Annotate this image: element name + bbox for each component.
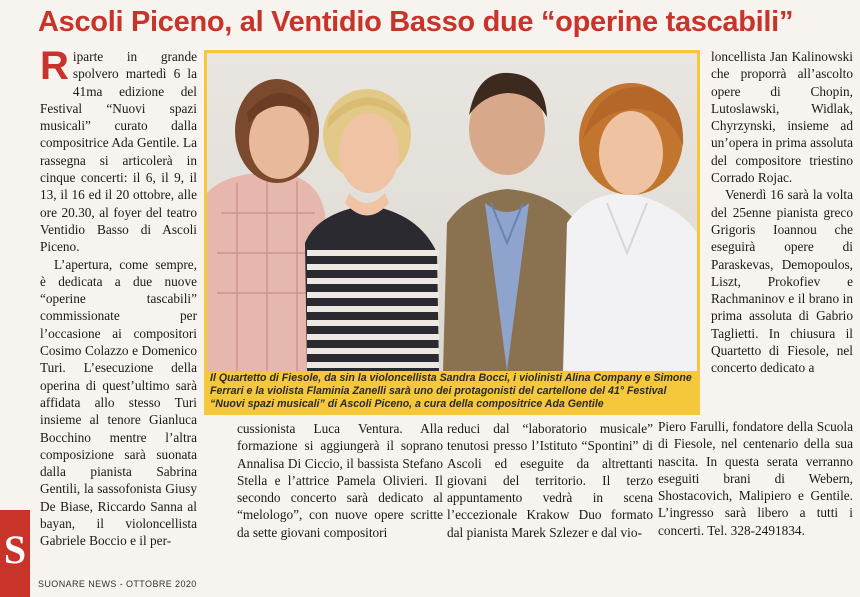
person-3	[443, 73, 585, 371]
column-4-continued-paragraph: Piero Farulli, fondatore della Scuola di Fiesole, nel centenario della sua nascita. In questa serata verranno eseguiti brani di Webern, Shostacovich, Malipiero e Gentile. L’ingresso sarà libero a tutti i concerti. Tel. 328-2491834.	[658, 419, 853, 538]
column-1-paragraph-2: L’apertura, come sempre, è dedicata a due nuove “operine tascabili” commissionate per l’occasione ai compositori Cosimo Colazzo e Domenico Turi. L’esecuzione della operina di quest’ultimo sarà affidata allo stesso Turi insieme al tenore Gianluca Bocchino mentre l’altra composizione sarà suonata dalla pianista Sabrina Gentili, la sassofonista Giusy De Biase, Riccardo Sanna al bayan, il violoncellista Gabriele Boccio e il per-	[40, 256, 197, 549]
section-tab: S	[0, 510, 30, 597]
quartet-photo-illustration	[207, 53, 697, 371]
quartet-photo	[207, 53, 697, 371]
column-1-paragraph-1: iparte in grande spolvero martedì 6 la 41ma edizione del Festival “Nuovi spazi musicali” curato dalla compositrice Ada Gentile. La rassegna si articolerà in cinque concerti: il 6, il 9, il 13, il 16 ed il 20 ottobre, alle ore 20.30, al foyer del teatro Ventidio Basso di Ascoli Piceno.	[40, 49, 197, 255]
column-4-paragraph-2: Venerdì 16 sarà la volta del 25enne pianista greco Grigoris Ioannou che eseguirà opere di Paraskevas, Demopoulos, Liszt, Prokofiev e Rachmaninov e il brano in prima assoluta di Gabrio Taglietti. In chiusura il Quartetto di Fiesole, nel concerto dedicato a	[711, 187, 853, 376]
column-4-paragraph-1: loncellista Jan Kalinowski che proporrà all’ascolto opere di Chopin, Lutoslawski, Widlak, Chyrzynski, insieme ad un’opera in prima assoluta del compositore triestino Corrado Rojac.	[711, 49, 853, 186]
person-4	[563, 83, 697, 371]
article-column-4	[711, 48, 853, 415]
drop-cap: R	[40, 44, 69, 88]
person-2	[305, 89, 439, 371]
article-column-2	[237, 420, 443, 562]
article-headline: Ascoli Piceno, al Ventidio Basso due “operine tascabili”	[38, 6, 794, 38]
photo-frame	[204, 50, 700, 415]
column-3-paragraph: reduci dal “laboratorio musicale” tenutosi presso l’Istituto “Spontini” di Ascoli ed eseguite da altrettanti giovani del territorio. Il terzo appuntamento vedrà in scena l’eccezionale Krakow Duo formato dal pianista Marek Szlezer e dal vio-	[447, 421, 653, 540]
page-footer: SUONARE NEWS - OTTOBRE 2020	[38, 579, 197, 589]
photo-caption: Il Quartetto di Fiesole, da sin la violoncellista Sandra Bocci, i violinisti Alina Company e Simone Ferrari e la violista Flaminia Zanelli sarà uno dei protagonisti del cartellone del 41° Festival “Nuovi spazi musicali” di Ascoli Piceno, a cura della compositrice Ada Gentile	[210, 372, 692, 411]
article-column-1	[40, 44, 197, 558]
article-column-3	[447, 420, 653, 562]
article-column-4-continued	[658, 418, 853, 562]
column-2-paragraph: cussionista Luca Ventura. Alla formazione si aggiungerà il soprano Annalisa Di Ciccio, il bassista Stefano Stella e l’attrice Pamela Olivieri. Il secondo concerto sarà dedicato al “melologo”, con nuove opere scritte da sette giovani compositori	[237, 421, 443, 540]
